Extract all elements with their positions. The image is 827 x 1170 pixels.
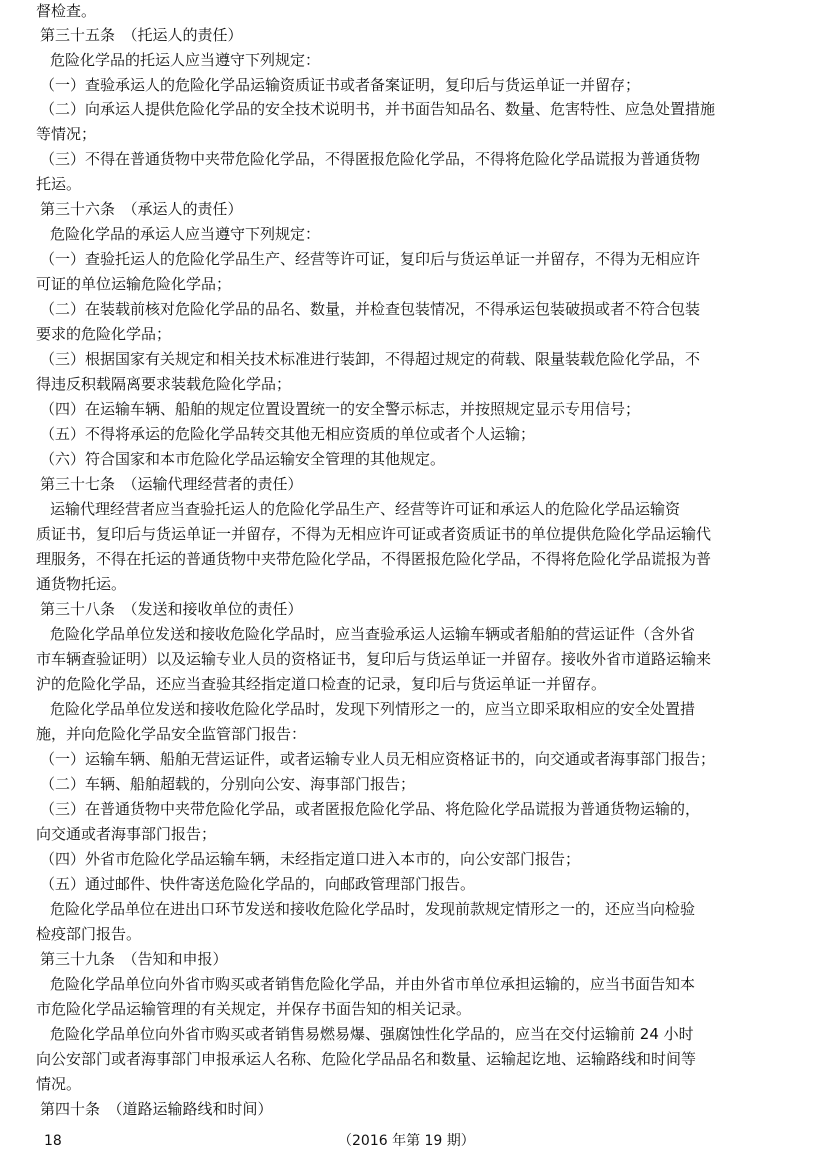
text-line: （四）在运输车辆、船舶的规定位置设置统一的安全警示标志，并按照规定显示专用信号； [40, 400, 641, 418]
text-line: 沪的危险化学品，还应当查验其经指定道口检查的记录，复印后与货运单证一并留存。 [36, 675, 607, 693]
text-line: （三）不得在普通货物中夹带危险化学品，不得匿报危险化学品，不得将危险化学品谎报为普通货物 [40, 150, 701, 168]
text-line: 危险化学品的托运人应当遵守下列规定： [50, 51, 321, 69]
article-heading: 第三十九条 （告知和申报） [40, 950, 228, 968]
text-line: （二）向承运人提供危险化学品的安全技术说明书，并书面告知品名、数量、危害特性、应急处置措施 [40, 100, 716, 118]
page-number: 18 [44, 1133, 62, 1149]
text-line: 情况。 [36, 1075, 82, 1093]
text-line: 可证的单位运输危险化学品； [36, 275, 232, 293]
text-line: 得违反积载隔离要求装载危险化学品； [36, 375, 292, 393]
article-heading: 第三十八条 （发送和接收单位的责任） [40, 600, 303, 618]
text-line: 督检查。 [36, 2, 97, 20]
issue-label: （2016 年第 19 期） [338, 1133, 475, 1149]
text-line: （二）在装载前核对危险化学品的品名、数量，并检查包装情况，不得承运包装破损或者不符合包装 [40, 300, 701, 318]
article-heading: 第三十五条 （托运人的责任） [40, 26, 243, 44]
text-line: （三）根据国家有关规定和相关技术标准进行装卸，不得超过规定的荷载、限量装载危险化学品，不 [40, 350, 701, 368]
text-line: 危险化学品单位向外省市购买或者销售易燃易爆、强腐蚀性化学品的，应当在交付运输前 24 小时 [50, 1025, 694, 1043]
text-line: 向公安部门或者海事部门申报承运人名称、危险化学品品名和数量、运输起讫地、运输路线和时间等 [36, 1050, 697, 1068]
text-line: 危险化学品单位向外省市购买或者销售危险化学品，并由外省市单位承担运输的，应当书面告知本 [50, 975, 696, 993]
text-line: （四）外省市危险化学品运输车辆，未经指定道口进入本市的，向公安部门报告； [40, 850, 581, 868]
text-line: 要求的危险化学品； [36, 325, 172, 343]
text-line: 托运。 [36, 175, 82, 193]
text-line: 等情况； [36, 125, 97, 143]
text-line: （五）通过邮件、快件寄送危险化学品的，向邮政管理部门报告。 [40, 875, 476, 893]
text-line: 危险化学品单位在进出口环节发送和接收危险化学品时，发现前款规定情形之一的，还应当向检验 [50, 900, 696, 918]
text-line: 市车辆查验证明）以及运输专业人员的资格证书，复印后与货运单证一并留存。接收外省市道路运输来 [36, 650, 712, 668]
text-line: （一）运输车辆、船舶无营运证件，或者运输专业人员无相应资格证书的，向交通或者海事部门报告； [40, 750, 716, 768]
text-line: （五）不得将承运的危险化学品转交其他无相应资质的单位或者个人运输； [40, 425, 536, 443]
text-line: （二）车辆、船舶超载的，分别向公安、海事部门报告； [40, 775, 416, 793]
text-line: 运输代理经营者应当查验托运人的危险化学品生产、经营等许可证和承运人的危险化学品运输资 [50, 500, 681, 518]
article-heading: 第三十七条 （运输代理经营者的责任） [40, 475, 303, 493]
text-line: 向交通或者海事部门报告； [36, 825, 217, 843]
text-line: 检疫部门报告。 [36, 925, 142, 943]
text-line: 危险化学品单位发送和接收危险化学品时，应当查验承运人运输车辆或者船舶的营运证件（含外省 [50, 625, 696, 643]
text-line: （一）查验承运人的危险化学品运输资质证书或者备案证明，复印后与货运单证一并留存； [40, 76, 641, 94]
text-line: 施，并向危险化学品安全监管部门报告： [36, 725, 307, 743]
text-line: 危险化学品单位发送和接收危险化学品时，发现下列情形之一的，应当立即采取相应的安全处置措 [50, 700, 696, 718]
text-line: 通货物托运。 [36, 575, 127, 593]
text-line: 理服务，不得在托运的普通货物中夹带危险化学品，不得匿报危险化学品，不得将危险化学品谎报为普 [36, 550, 712, 568]
text-line: 危险化学品的承运人应当遵守下列规定： [50, 225, 321, 243]
text-line: （三）在普通货物中夹带危险化学品，或者匿报危险化学品、将危险化学品谎报为普通货物运输的， [40, 800, 701, 818]
article-heading: 第三十六条 （承运人的责任） [40, 200, 243, 218]
text-line: 质证书，复印后与货运单证一并留存，不得为无相应许可证或者资质证书的单位提供危险化学品运输代 [36, 525, 712, 543]
text-line: （一）查验托运人的危险化学品生产、经营等许可证，复印后与货运单证一并留存，不得为无相应许 [40, 250, 701, 268]
text-line: 市危险化学品运输管理的有关规定，并保存书面告知的相关记录。 [36, 1000, 472, 1018]
article-heading: 第四十条 （道路运输路线和时间） [40, 1100, 273, 1118]
text-line: （六）符合国家和本市危险化学品运输安全管理的其他规定。 [40, 450, 446, 468]
